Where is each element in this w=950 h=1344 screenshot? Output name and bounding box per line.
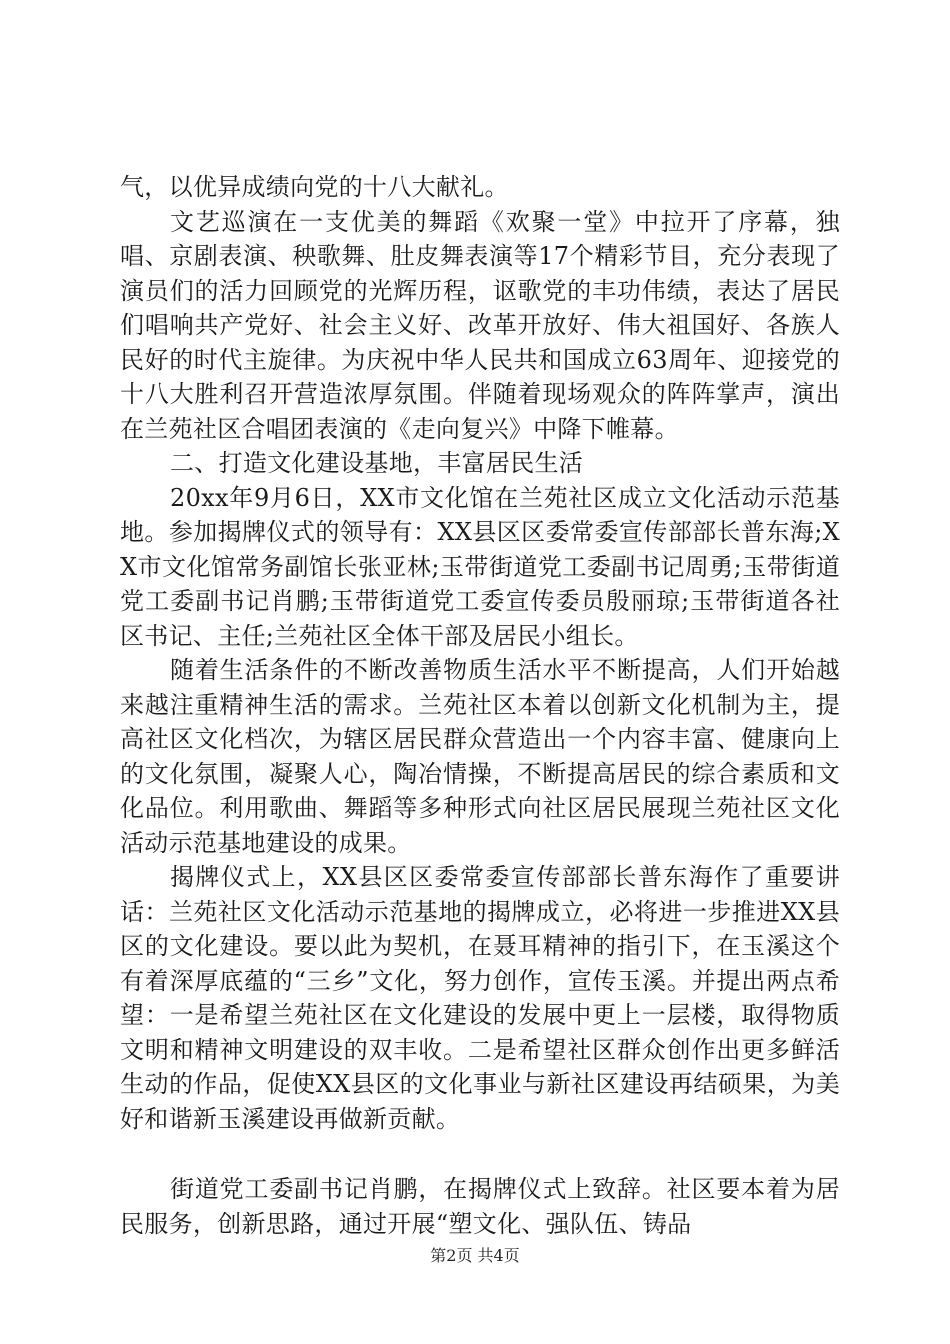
paragraph-base-founding: 20xx年9月6日，XX市文化馆在兰苑社区成立文化活动示范基地。参加揭牌仪式的领导有：XX县区区委常委宣传部部长普东海;XX市文化馆常务副馆长张亚林;玉带街道党工委副书记周勇;玉带街道党工委副书记肖鹏;玉带街道党工委宣传委员殷丽琼;玉带街道各社区书记、主任;兰苑社区全体干部及居民小组长。 [120,483,840,650]
document-body [120,170,840,1241]
paragraph-living-conditions: 随着生活条件的不断改善物质生活水平不断提高，人们开始越来越注重精神生活的需求。兰苑社区本着以创新文化机制为主，提高社区文化档次，为辖区居民群众营造出一个内容丰富、健康向上的文化氛围，凝聚人心，陶冶情操，不断提高居民的综合素质和文化品位。利用歌曲、舞蹈等多种形式向社区居民展现兰苑社区文化活动示范基地建设的成果。 [120,656,840,857]
paragraph-performance-tour: 文艺巡演在一支优美的舞蹈《欢聚一堂》中拉开了序幕，独唱、京剧表演、秧歌舞、肚皮舞表演等17个精彩节目，充分表现了演员们的活力回顾党的光辉历程，讴歌党的丰功伟绩，表达了居民们唱响共产党好、社会主义好、改革开放好、伟大祖国好、各族人民好的时代主旋律。为庆祝中华人民共和国成立63周年、迎接党的十八大胜利召开营造浓厚氛围。伴随着现场观众的阵阵掌声，演出在兰苑社区合唱团表演的《走向复兴》中降下帷幕。 [120,207,840,443]
section-heading-culture-base: 二、打造文化建设基地，丰富居民生活 [170,449,584,477]
paragraph-continuation: 气，以优异成绩向党的十八大献礼。 [120,173,509,201]
page-number-footer: 第2页 共4页 [430,1246,520,1265]
paragraph-spacer [120,1136,840,1172]
paragraph-ceremony-speech: 揭牌仪式上，XX县区区委常委宣传部部长普东海作了重要讲话：兰苑社区文化活动示范基地的揭牌成立，必将进一步推进XX县区的文化建设。要以此为契机，在聂耳精神的指引下，在玉溪这个有着深厚底蕴的“三乡”文化，努力创作，宣传玉溪。并提出两点希望：一是希望兰苑社区在文化建设的发展中更上一层楼，取得物质文明和精神文明建设的双丰收。二是希望社区群众创作出更多鲜活生动的作品，促使XX县区的文化事业与新社区建设再结硕果，为美好和谐新玉溪建设再做新贡献。 [120,863,840,1133]
paragraph-deputy-secretary-speech: 街道党工委副书记肖鹏，在揭牌仪式上致辞。社区要本着为居民服务，创新思路，通过开展“塑文化、强队伍、铸品 [120,1175,840,1238]
